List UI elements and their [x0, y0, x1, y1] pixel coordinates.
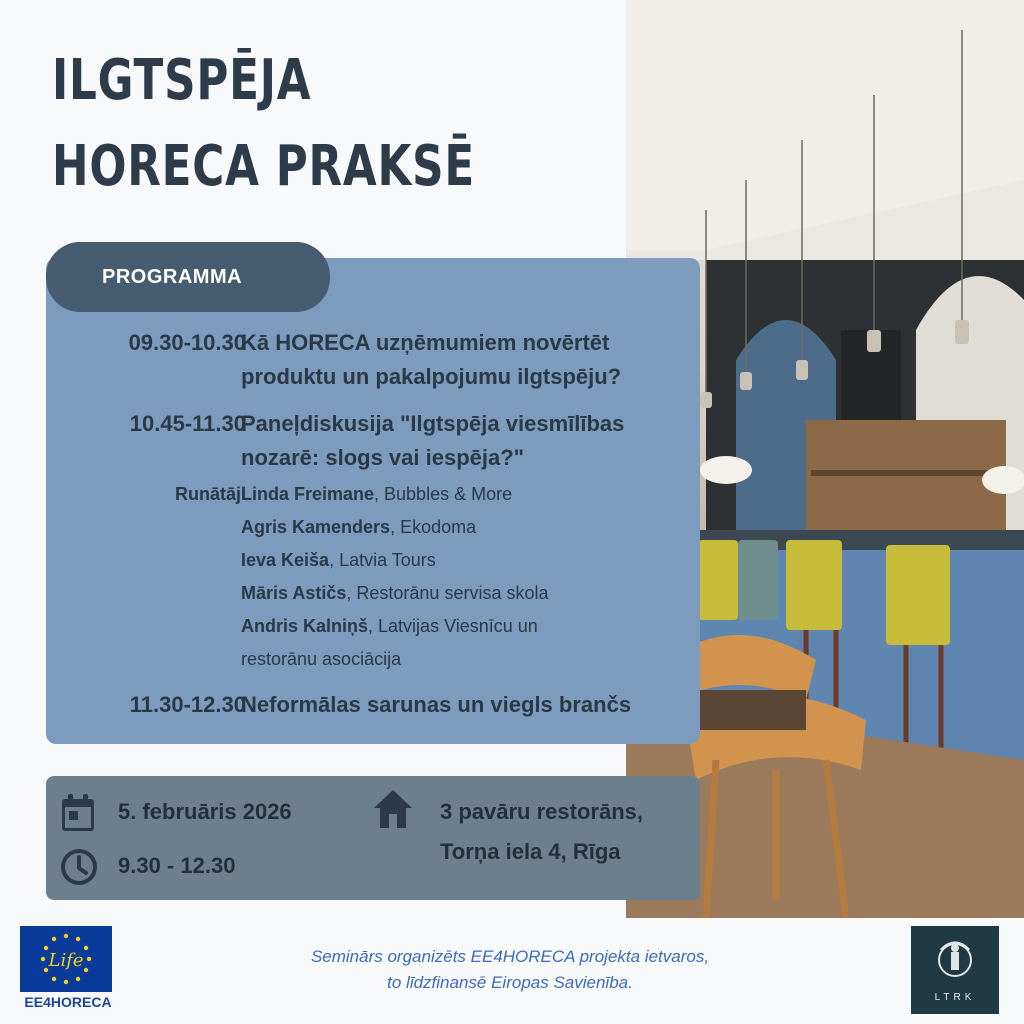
program-item-topic: Paneļdiskusija "Ilgtspēja viesmīlības nozarē: slogs vai iespēja?" [241, 411, 625, 470]
program-item-topic: Kā HORECA uzņēmumiem novērtēt produktu un pakalpojumu ilgtspēju? [241, 330, 622, 389]
title-line-1: ILGTSPĒJA [52, 48, 312, 113]
page-title [52, 38, 475, 210]
program-item-time: 09.30-10.30 [128, 330, 246, 355]
home-icon [372, 788, 414, 830]
calendar-icon [60, 793, 96, 833]
eu-life-logo [20, 926, 112, 992]
ltrk-logo [911, 926, 999, 1014]
speaker-item: Agris Kamenders, Ekodoma [241, 517, 477, 537]
event-venue: 3 pavāru restorāns, Torņa iela 4, Rīga [440, 799, 643, 864]
event-date: 5. februāris 2026 [118, 799, 292, 824]
program-item-time: 11.30-12.30 [129, 692, 246, 717]
program-tab [46, 242, 330, 312]
speaker-item: Māris Astičs, Restorānu servisa skola [241, 583, 549, 603]
speaker-item: Andris Kalniņš, Latvijas Viesnīcu un restorānu asociācija [241, 616, 538, 669]
program-item-topic: Neformālas sarunas un viegls brančs [241, 692, 632, 717]
footer-note: Seminārs organizēts EE4HORECA projekta ietvaros, to līdzfinansē Eiropas Savienība. [310, 947, 710, 992]
program-item-time: 10.45-11.30 [129, 411, 246, 436]
speaker-item: Ieva Keiša, Latvia Tours [241, 550, 436, 570]
event-time: 9.30 - 12.30 [118, 853, 236, 878]
ltrk-emblem-icon [911, 926, 999, 986]
speakers-label: Runātāji [174, 484, 246, 504]
program-tab-label: PROGRAMMA [102, 265, 243, 288]
clock-icon [60, 848, 98, 886]
speakers-list [241, 478, 691, 676]
life-logo-text: Life [48, 950, 84, 971]
ltrk-text: LTRK [934, 992, 976, 1003]
eu-caption: EE4HORECA [24, 994, 112, 1010]
title-line-2: HORECA PRAKSĒ [52, 134, 475, 199]
speaker-item: Linda Freimane, Bubbles & More [241, 484, 513, 504]
